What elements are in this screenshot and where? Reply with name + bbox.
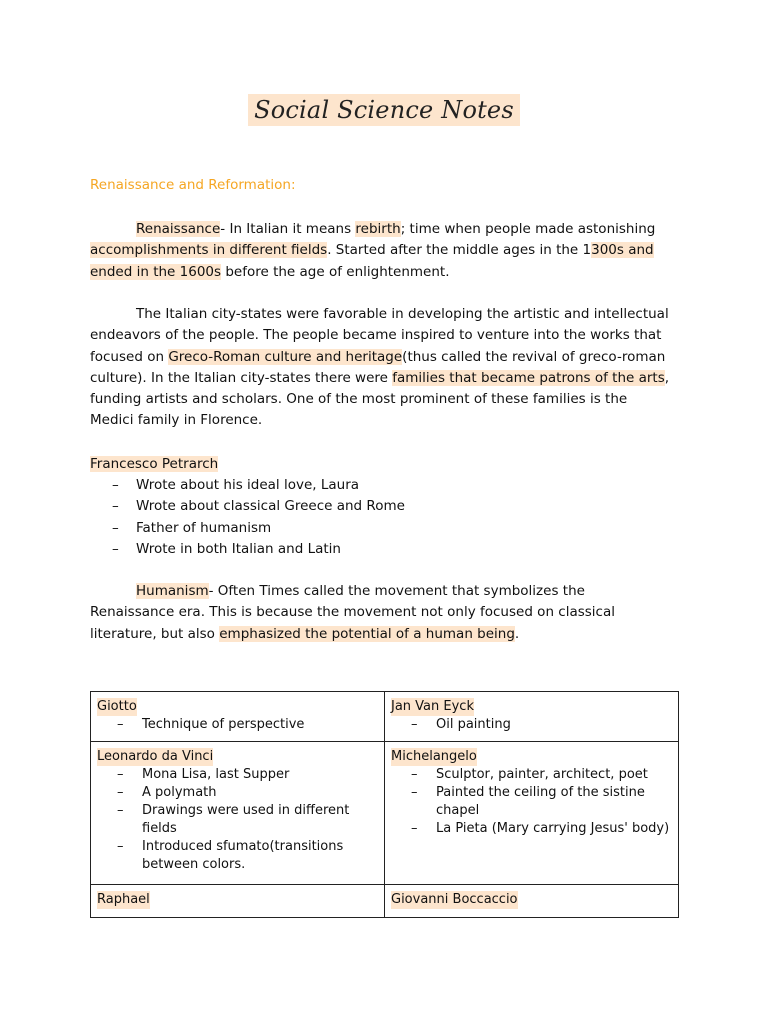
cell-michelangelo [385, 742, 679, 885]
artist-list [391, 766, 672, 838]
term-humanism: Humanism [136, 583, 209, 599]
list-item: – Introduced sfumato(transitions between colors. [97, 838, 378, 874]
list-item: – La Pieta (Mary carrying Jesus' body) [391, 820, 672, 838]
city-states-paragraph [90, 304, 670, 432]
text: (thus called the revival of greco-roman culture). In the Italian city-states there were [90, 348, 666, 386]
table-row [91, 742, 679, 885]
artist-name: Raphael [97, 892, 150, 907]
list-item: – Sculptor, painter, architect, poet [391, 766, 672, 784]
list-item: – Wrote in both Italian and Latin [90, 539, 405, 560]
petrarch-heading [90, 454, 218, 475]
list-item: – Mona Lisa, last Supper [97, 766, 378, 784]
page-title: Social Science Notes [248, 94, 520, 126]
text: . [514, 625, 520, 642]
artists-table [90, 691, 679, 918]
artist-list [97, 716, 378, 734]
artist-name: Leonardo da Vinci [97, 749, 214, 764]
list-item: – Wrote about classical Greece and Rome [90, 496, 405, 517]
table-row [91, 885, 679, 918]
list-item: – Painted the ceiling of the sistine chapel [391, 784, 672, 820]
list-item: – Wrote about his ideal love, Laura [90, 475, 405, 496]
highlight-accomplishments: accomplishments in different fields [90, 242, 328, 259]
table-row [91, 692, 679, 742]
highlight-patrons: families that became patrons of the arts [392, 369, 665, 386]
text: . Started after the middle ages in the 1 [327, 242, 592, 259]
text: The Italian city-states were favorable in developing the artistic and intellectual endeavors of the people. The people became inspired to venture into the works that focused on [90, 306, 669, 365]
list-item: – Technique of perspective [97, 716, 378, 734]
text: - Often Times called the movement that symbolizes the Renaissance era. This is because the movement not only focused on classical literature, but also [90, 583, 615, 642]
text: , funding artists and scholars. One of the most prominent of these families is the Medici family in Florence. [90, 369, 670, 429]
petrarch-name: Francesco Petrarch [90, 456, 219, 472]
title-wrap [0, 94, 768, 126]
list-item: – A polymath [97, 784, 378, 802]
term-renaissance: Renaissance [136, 221, 221, 237]
text: before the age of enlightenment. [221, 263, 450, 280]
cell-raphael [91, 885, 385, 918]
section-heading: Renaissance and Reformation: [90, 177, 296, 193]
renaissance-paragraph [90, 219, 670, 283]
cell-da-vinci [91, 742, 385, 885]
text: - In Italian it means [220, 221, 356, 237]
artist-name: Giotto [97, 699, 137, 714]
highlight-potential: emphasized the potential of a human being [219, 625, 515, 642]
term-rebirth: rebirth [355, 221, 401, 237]
artist-list [391, 716, 672, 734]
petrarch-list [90, 475, 405, 560]
text: ; time when people made astonishing [400, 221, 656, 237]
list-item: – Oil painting [391, 716, 672, 734]
cell-boccaccio [385, 885, 679, 918]
list-item: – Father of humanism [90, 518, 405, 539]
cell-giotto [91, 692, 385, 742]
artist-list [97, 766, 378, 874]
cell-van-eyck [385, 692, 679, 742]
highlight-dates: 300s and ended in the 1600s [90, 242, 654, 280]
artist-name: Michelangelo [391, 749, 477, 764]
artist-name: Giovanni Boccaccio [391, 892, 518, 907]
list-item: – Drawings were used in different fields [97, 802, 378, 838]
highlight-greco-roman: Greco-Roman culture and heritage [168, 348, 403, 365]
artist-name: Jan Van Eyck [391, 699, 474, 714]
humanism-paragraph [90, 581, 670, 645]
